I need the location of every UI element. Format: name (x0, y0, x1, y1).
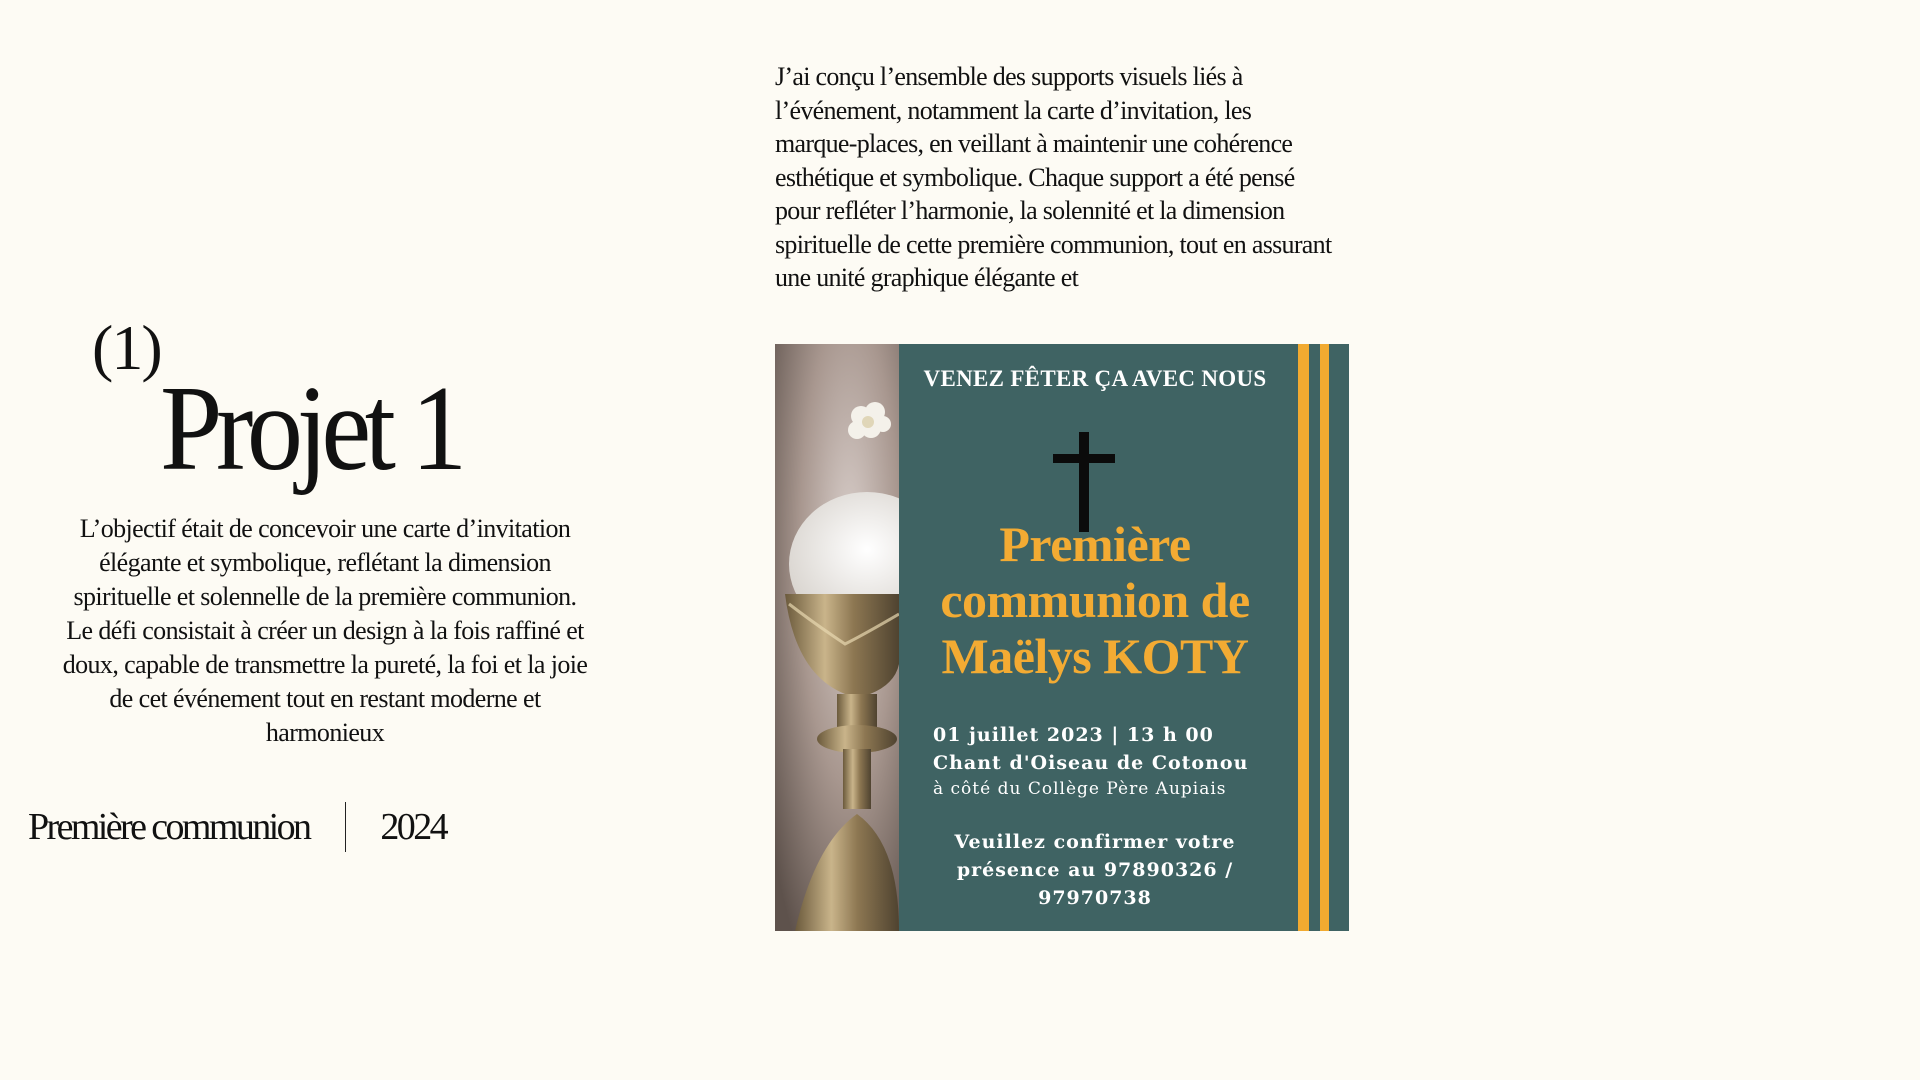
title-line: communion de (940, 572, 1250, 628)
invitation-rsvp (899, 828, 1291, 912)
rsvp-line: présence au 97890326 / (956, 859, 1234, 881)
rsvp-line: Veuillez confirmer votre (954, 831, 1236, 853)
invitation-details (933, 721, 1248, 801)
title-line: Première (999, 516, 1191, 572)
chalice-illustration (775, 344, 899, 931)
event-date-time: 01 juillet 2023 | 13 h 00 (933, 724, 1214, 746)
project-title: Projet 1 (160, 361, 461, 496)
invitation-card (775, 344, 1349, 931)
meta-divider (345, 802, 346, 852)
project-category: Première communion (28, 806, 310, 848)
chalice-photo (775, 344, 899, 931)
title-line: Maëlys KOTY (941, 628, 1249, 684)
project-number: (1) (92, 312, 161, 383)
project-year: 2024 (380, 806, 447, 848)
accent-stripe (1320, 344, 1329, 931)
project-objective: L’objectif était de concevoir une carte d’invitation élégante et symbolique, reflétant la dimension spirituelle et solennelle de la première communion. Le défi consistait à créer un design à la fois raffiné et doux, capable de transmettre la pureté, la foi et la joie de cet événement tout en restant moderne et harmonieux (62, 514, 588, 747)
event-near: à côté du Collège Père Aupiais (933, 779, 1227, 799)
invitation-title (899, 516, 1291, 684)
project-description: J’ai conçu l’ensemble des supports visuels liés à l’événement, notamment la carte d’invitation, les marque-places, en veillant à maintenir une cohérence esthétique et symbolique. Chaque support a été pensé pour refléter l’harmonie, la solennité et la dimension spirituelle de cette première communion, tout en assurant une unité graphique élégante et (775, 62, 1332, 292)
invitation-headline: VENEZ FÊTER ÇA AVEC NOUS (923, 366, 1267, 391)
project-meta (28, 800, 446, 854)
rsvp-line: 97970738 (1038, 887, 1152, 909)
accent-stripe (1298, 344, 1309, 931)
event-place: Chant d'Oiseau de Cotonou (933, 752, 1249, 774)
